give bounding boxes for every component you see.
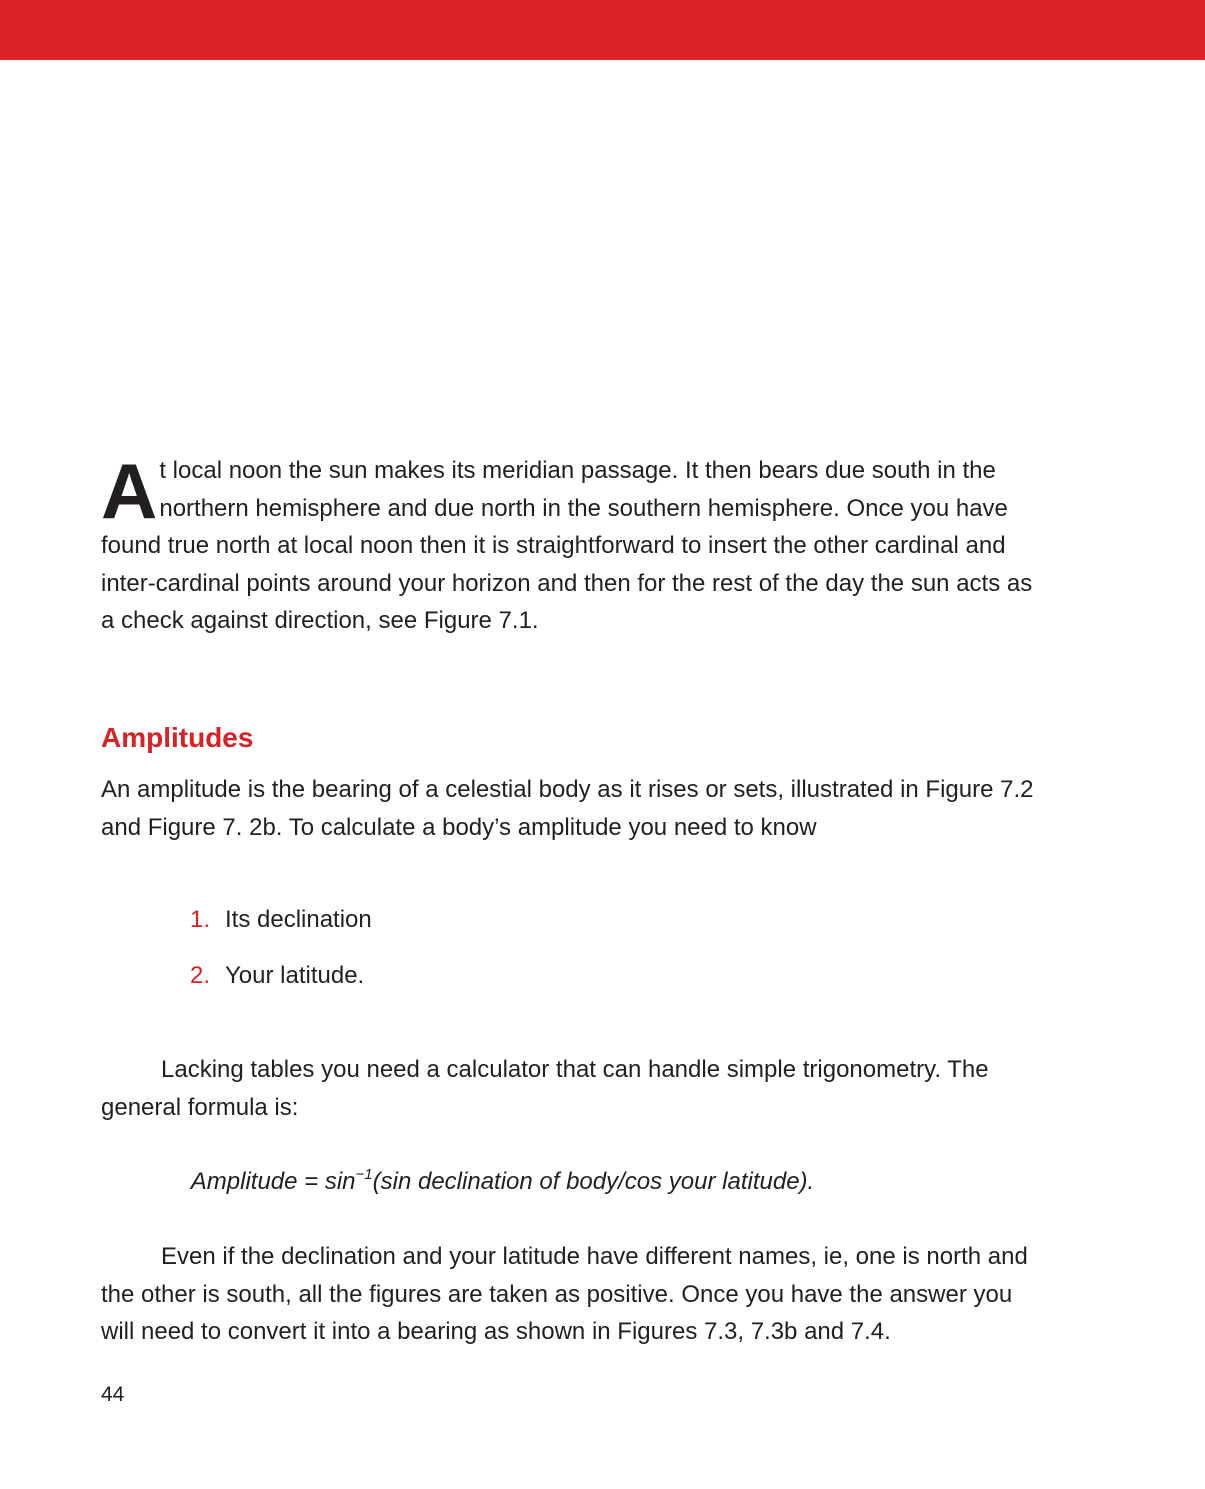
amplitude-definition-paragraph: An amplitude is the bearing of a celestial body as it rises or sets, illustrated in Figure 7.2 and Figure 7. 2b. To calculate a body’s amplitude you need to know	[101, 776, 1034, 841]
list-item-text: Its declination	[225, 906, 372, 933]
section-heading: Amplitudes	[101, 722, 254, 753]
formula-rhs: (sin declination of body/cos your latitude).	[372, 1168, 815, 1195]
intro-text: t local noon the sun makes its meridian passage. It then bears due south in the northern hemisphere and due north in the southern hemisphere. Once you have found true north at local noon then it is straightforward to insert the other cardinal and inter-cardinal points around your horizon and then for the rest of the day the sun acts as a check against direction, see Figure 7.1.	[101, 457, 1033, 634]
list-item	[190, 900, 372, 956]
requirements-list	[190, 900, 372, 1012]
list-item-number: 2.	[190, 962, 211, 989]
amplitude-formula	[0, 1162, 1005, 1202]
list-item-number: 1.	[190, 906, 211, 933]
list-item	[190, 956, 372, 1012]
intro-paragraph	[101, 447, 1051, 640]
page-number: 44	[101, 1383, 125, 1406]
closing-paragraph: Even if the declination and your latitude have different names, ie, one is north and the other is south, all the figures are taken as positive. Once you have the answer you will need to convert it into a bearing as shown in Figures 7.3, 7.3b and 7.4.	[101, 1243, 1028, 1345]
formula-superscript: −1	[355, 1166, 373, 1183]
header-color-bar	[0, 0, 1205, 60]
list-item-text: Your latitude.	[225, 962, 365, 989]
formula-lhs: Amplitude = sin	[190, 1168, 356, 1195]
drop-cap: A	[101, 447, 158, 535]
formula-intro-paragraph: Lacking tables you need a calculator that can handle simple trigonometry. The general formula is:	[101, 1056, 989, 1121]
